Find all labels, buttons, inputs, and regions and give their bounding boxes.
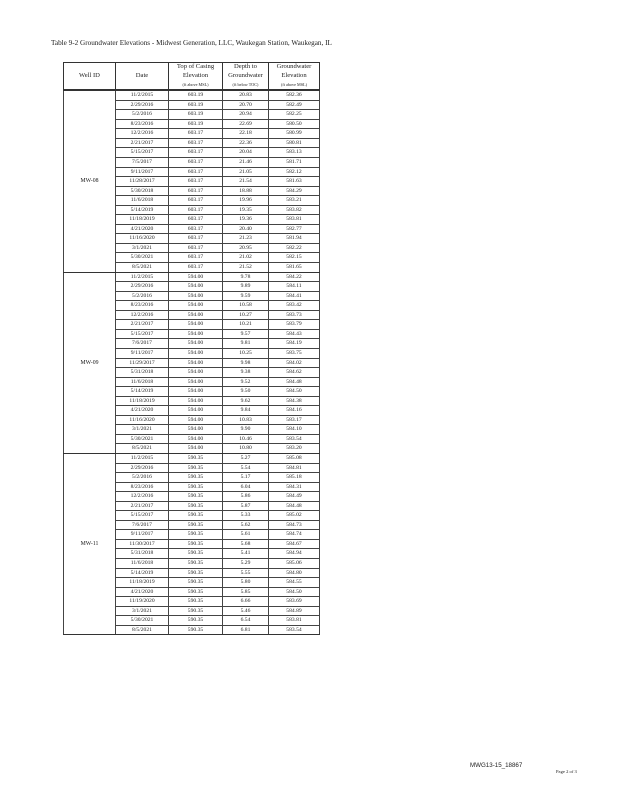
date-cell: 12/2/2016 xyxy=(116,129,169,139)
groundwater-elevation-cell: 584.48 xyxy=(269,501,320,511)
date-cell: 8/5/2021 xyxy=(116,263,169,273)
groundwater-elevation-cell: 584.62 xyxy=(269,368,320,378)
casing-elevation-cell: 594.00 xyxy=(169,301,223,311)
casing-elevation-cell: 603.17 xyxy=(169,224,223,234)
date-cell: 3/1/2021 xyxy=(116,425,169,435)
date-cell: 2/29/2016 xyxy=(116,100,169,110)
groundwater-elevation-cell: 584.31 xyxy=(269,482,320,492)
casing-elevation-cell: 603.17 xyxy=(169,148,223,158)
casing-elevation-cell: 594.00 xyxy=(169,415,223,425)
casing-elevation-cell: 590.35 xyxy=(169,492,223,502)
casing-elevation-cell: 590.35 xyxy=(169,606,223,616)
casing-elevation-cell: 594.00 xyxy=(169,282,223,292)
depth-cell: 20.94 xyxy=(223,110,269,120)
casing-elevation-cell: 594.00 xyxy=(169,358,223,368)
table-row xyxy=(64,453,320,463)
table-title: Table 9-2 Groundwater Elevations - Midwest Generation, LLC, Waukegan Station, Waukegan, IL xyxy=(51,39,332,47)
groundwater-elevation-cell: 583.73 xyxy=(269,310,320,320)
date-cell: 2/21/2017 xyxy=(116,501,169,511)
groundwater-elevation-cell: 584.43 xyxy=(269,329,320,339)
casing-elevation-cell: 594.00 xyxy=(169,406,223,416)
date-cell: 2/21/2017 xyxy=(116,138,169,148)
date-cell: 12/2/2016 xyxy=(116,310,169,320)
groundwater-elevation-cell: 581.94 xyxy=(269,234,320,244)
depth-cell: 5.41 xyxy=(223,549,269,559)
casing-elevation-cell: 590.35 xyxy=(169,511,223,521)
well-id-cell: MW-08 xyxy=(64,90,116,272)
groundwater-elevation-cell: 583.17 xyxy=(269,415,320,425)
casing-elevation-cell: 590.35 xyxy=(169,587,223,597)
depth-cell: 5.55 xyxy=(223,568,269,578)
depth-cell: 5.80 xyxy=(223,578,269,588)
table-body xyxy=(64,90,320,635)
casing-elevation-cell: 590.35 xyxy=(169,568,223,578)
depth-cell: 9.52 xyxy=(223,377,269,387)
depth-cell: 10.27 xyxy=(223,310,269,320)
depth-cell: 9.57 xyxy=(223,329,269,339)
date-cell: 8/5/2021 xyxy=(116,625,169,635)
groundwater-elevation-cell: 585.02 xyxy=(269,511,320,521)
casing-elevation-cell: 603.17 xyxy=(169,196,223,206)
groundwater-elevation-cell: 582.12 xyxy=(269,167,320,177)
groundwater-elevation-cell: 585.06 xyxy=(269,558,320,568)
groundwater-elevation-cell: 584.11 xyxy=(269,282,320,292)
casing-elevation-cell: 594.00 xyxy=(169,348,223,358)
groundwater-elevation-cell: 584.94 xyxy=(269,549,320,559)
depth-cell: 9.90 xyxy=(223,425,269,435)
groundwater-elevation-cell: 584.49 xyxy=(269,492,320,502)
depth-cell: 20.40 xyxy=(223,224,269,234)
header-casing-line2: Elevation xyxy=(169,72,223,81)
date-cell: 11/28/2017 xyxy=(116,177,169,187)
depth-cell: 19.35 xyxy=(223,205,269,215)
casing-elevation-cell: 594.00 xyxy=(169,377,223,387)
depth-cell: 21.46 xyxy=(223,158,269,168)
casing-elevation-cell: 590.35 xyxy=(169,549,223,559)
date-cell: 5/14/2019 xyxy=(116,205,169,215)
header-elevation-line2: Elevation xyxy=(269,72,320,81)
groundwater-elevation-cell: 582.15 xyxy=(269,253,320,263)
casing-elevation-cell: 603.17 xyxy=(169,215,223,225)
casing-elevation-cell: 603.17 xyxy=(169,234,223,244)
header-casing: Top of Casing xyxy=(169,63,223,72)
groundwater-elevation-cell: 583.54 xyxy=(269,434,320,444)
depth-cell: 9.50 xyxy=(223,387,269,397)
groundwater-elevation-cell: 583.42 xyxy=(269,301,320,311)
casing-elevation-cell: 594.00 xyxy=(169,434,223,444)
groundwater-elevation-cell: 580.99 xyxy=(269,129,320,139)
depth-cell: 21.23 xyxy=(223,234,269,244)
date-cell: 2/21/2017 xyxy=(116,320,169,330)
casing-elevation-cell: 590.35 xyxy=(169,453,223,463)
depth-cell: 6.04 xyxy=(223,482,269,492)
depth-cell: 10.58 xyxy=(223,301,269,311)
date-cell: 5/2/2016 xyxy=(116,473,169,483)
groundwater-elevation-cell: 584.22 xyxy=(269,272,320,282)
depth-cell: 9.89 xyxy=(223,282,269,292)
casing-elevation-cell: 603.19 xyxy=(169,119,223,129)
date-cell: 8/23/2016 xyxy=(116,301,169,311)
date-cell: 11/30/2017 xyxy=(116,539,169,549)
depth-cell: 10.25 xyxy=(223,348,269,358)
casing-elevation-cell: 603.17 xyxy=(169,158,223,168)
header-date: Date xyxy=(116,63,169,91)
date-cell: 11/16/2020 xyxy=(116,234,169,244)
depth-cell: 5.46 xyxy=(223,606,269,616)
depth-cell: 5.86 xyxy=(223,492,269,502)
date-cell: 11/2/2015 xyxy=(116,453,169,463)
date-cell: 5/30/2021 xyxy=(116,253,169,263)
date-cell: 9/11/2017 xyxy=(116,530,169,540)
groundwater-elevation-cell: 583.54 xyxy=(269,625,320,635)
depth-cell: 19.96 xyxy=(223,196,269,206)
depth-cell: 20.70 xyxy=(223,100,269,110)
depth-cell: 5.17 xyxy=(223,473,269,483)
date-cell: 11/19/2020 xyxy=(116,597,169,607)
date-cell: 9/11/2017 xyxy=(116,167,169,177)
date-cell: 8/23/2016 xyxy=(116,119,169,129)
casing-elevation-cell: 590.35 xyxy=(169,463,223,473)
date-cell: 4/21/2020 xyxy=(116,224,169,234)
depth-cell: 22.69 xyxy=(223,119,269,129)
date-cell: 5/31/2018 xyxy=(116,549,169,559)
depth-cell: 5.33 xyxy=(223,511,269,521)
casing-elevation-cell: 603.17 xyxy=(169,177,223,187)
date-cell: 11/16/2020 xyxy=(116,415,169,425)
groundwater-elevation-cell: 584.67 xyxy=(269,539,320,549)
depth-cell: 20.83 xyxy=(223,90,269,100)
date-cell: 8/5/2021 xyxy=(116,444,169,454)
date-cell: 11/6/2018 xyxy=(116,377,169,387)
depth-cell: 10.21 xyxy=(223,320,269,330)
groundwater-elevation-cell: 584.29 xyxy=(269,186,320,196)
depth-cell: 20.04 xyxy=(223,148,269,158)
depth-cell: 5.29 xyxy=(223,558,269,568)
depth-cell: 9.78 xyxy=(223,272,269,282)
groundwater-elevation-cell: 584.80 xyxy=(269,568,320,578)
date-cell: 2/29/2016 xyxy=(116,463,169,473)
depth-cell: 9.62 xyxy=(223,396,269,406)
groundwater-elevation-cell: 580.50 xyxy=(269,119,320,129)
date-cell: 4/21/2020 xyxy=(116,406,169,416)
date-cell: 11/18/2019 xyxy=(116,396,169,406)
date-cell: 11/6/2018 xyxy=(116,196,169,206)
depth-cell: 6.66 xyxy=(223,597,269,607)
depth-cell: 5.61 xyxy=(223,530,269,540)
date-cell: 11/6/2018 xyxy=(116,558,169,568)
header-depth: Depth to xyxy=(223,63,269,72)
well-id-cell: MW-09 xyxy=(64,272,116,453)
header-well-id: Well ID xyxy=(64,63,116,91)
casing-elevation-cell: 590.35 xyxy=(169,473,223,483)
groundwater-elevation-cell: 583.81 xyxy=(269,616,320,626)
casing-elevation-cell: 590.35 xyxy=(169,520,223,530)
depth-cell: 5.68 xyxy=(223,539,269,549)
groundwater-elevation-cell: 583.69 xyxy=(269,597,320,607)
date-cell: 11/18/2019 xyxy=(116,578,169,588)
groundwater-elevation-cell: 583.75 xyxy=(269,348,320,358)
date-cell: 11/18/2019 xyxy=(116,215,169,225)
depth-cell: 20.95 xyxy=(223,243,269,253)
groundwater-table xyxy=(63,62,320,635)
date-cell: 5/2/2016 xyxy=(116,110,169,120)
groundwater-elevation-cell: 582.22 xyxy=(269,243,320,253)
date-cell: 11/2/2015 xyxy=(116,90,169,100)
groundwater-elevation-cell: 584.55 xyxy=(269,578,320,588)
date-cell: 5/30/2018 xyxy=(116,186,169,196)
casing-elevation-cell: 590.35 xyxy=(169,501,223,511)
groundwater-elevation-cell: 584.89 xyxy=(269,606,320,616)
depth-cell: 22.18 xyxy=(223,129,269,139)
casing-elevation-cell: 590.35 xyxy=(169,530,223,540)
date-cell: 11/29/2017 xyxy=(116,358,169,368)
depth-cell: 10.80 xyxy=(223,444,269,454)
date-cell: 5/30/2021 xyxy=(116,616,169,626)
depth-cell: 10.46 xyxy=(223,434,269,444)
groundwater-elevation-cell: 583.81 xyxy=(269,215,320,225)
groundwater-elevation-cell: 583.13 xyxy=(269,148,320,158)
table-row xyxy=(64,90,320,100)
groundwater-elevation-cell: 584.50 xyxy=(269,587,320,597)
depth-cell: 18.88 xyxy=(223,186,269,196)
casing-elevation-cell: 590.35 xyxy=(169,482,223,492)
depth-cell: 6.81 xyxy=(223,625,269,635)
casing-elevation-cell: 590.35 xyxy=(169,597,223,607)
groundwater-elevation-cell: 584.48 xyxy=(269,377,320,387)
date-cell: 2/29/2016 xyxy=(116,282,169,292)
groundwater-elevation-cell: 582.36 xyxy=(269,90,320,100)
date-cell: 9/11/2017 xyxy=(116,348,169,358)
casing-elevation-cell: 590.35 xyxy=(169,558,223,568)
groundwater-elevation-cell: 584.02 xyxy=(269,358,320,368)
depth-cell: 9.38 xyxy=(223,368,269,378)
date-cell: 5/14/2019 xyxy=(116,387,169,397)
date-cell: 5/14/2019 xyxy=(116,568,169,578)
groundwater-elevation-cell: 584.81 xyxy=(269,463,320,473)
groundwater-elevation-cell: 582.49 xyxy=(269,100,320,110)
groundwater-elevation-cell: 584.50 xyxy=(269,387,320,397)
date-cell: 7/6/2017 xyxy=(116,339,169,349)
casing-elevation-cell: 603.19 xyxy=(169,100,223,110)
depth-cell: 9.59 xyxy=(223,291,269,301)
casing-elevation-cell: 590.35 xyxy=(169,625,223,635)
groundwater-elevation-cell: 585.08 xyxy=(269,453,320,463)
casing-elevation-cell: 590.35 xyxy=(169,578,223,588)
page-number: Page 2 of 3 xyxy=(556,769,577,774)
groundwater-elevation-cell: 583.82 xyxy=(269,205,320,215)
casing-elevation-cell: 594.00 xyxy=(169,425,223,435)
date-cell: 5/15/2017 xyxy=(116,329,169,339)
well-id-cell: MW-11 xyxy=(64,453,116,634)
date-cell: 8/23/2016 xyxy=(116,482,169,492)
date-cell: 5/2/2016 xyxy=(116,291,169,301)
depth-cell: 5.87 xyxy=(223,501,269,511)
depth-cell: 5.27 xyxy=(223,453,269,463)
casing-elevation-cell: 594.00 xyxy=(169,387,223,397)
groundwater-elevation-cell: 582.77 xyxy=(269,224,320,234)
depth-cell: 21.05 xyxy=(223,167,269,177)
casing-elevation-cell: 594.00 xyxy=(169,329,223,339)
depth-cell: 5.85 xyxy=(223,587,269,597)
casing-elevation-cell: 603.17 xyxy=(169,167,223,177)
casing-elevation-cell: 603.17 xyxy=(169,138,223,148)
date-cell: 5/30/2021 xyxy=(116,434,169,444)
header-elevation: Groundwater xyxy=(269,63,320,72)
date-cell: 11/2/2015 xyxy=(116,272,169,282)
groundwater-elevation-cell: 581.65 xyxy=(269,263,320,273)
depth-cell: 22.36 xyxy=(223,138,269,148)
depth-cell: 9.98 xyxy=(223,358,269,368)
date-cell: 4/21/2020 xyxy=(116,587,169,597)
casing-elevation-cell: 594.00 xyxy=(169,444,223,454)
casing-elevation-cell: 594.00 xyxy=(169,272,223,282)
groundwater-elevation-cell: 584.10 xyxy=(269,425,320,435)
date-cell: 5/31/2018 xyxy=(116,368,169,378)
groundwater-elevation-cell: 584.41 xyxy=(269,291,320,301)
date-cell: 3/1/2021 xyxy=(116,243,169,253)
header-casing-unit: (ft above MSL) xyxy=(169,80,223,90)
depth-cell: 9.81 xyxy=(223,339,269,349)
casing-elevation-cell: 594.00 xyxy=(169,368,223,378)
depth-cell: 21.52 xyxy=(223,263,269,273)
casing-elevation-cell: 603.17 xyxy=(169,205,223,215)
depth-cell: 21.02 xyxy=(223,253,269,263)
casing-elevation-cell: 590.35 xyxy=(169,616,223,626)
groundwater-elevation-cell: 583.21 xyxy=(269,196,320,206)
groundwater-elevation-cell: 584.16 xyxy=(269,406,320,416)
date-cell: 5/15/2017 xyxy=(116,511,169,521)
header-elevation-unit: (ft above MSL) xyxy=(269,80,320,90)
casing-elevation-cell: 594.00 xyxy=(169,396,223,406)
casing-elevation-cell: 603.19 xyxy=(169,90,223,100)
document-code: MWG13-15_18867 xyxy=(470,762,523,769)
groundwater-elevation-cell: 582.25 xyxy=(269,110,320,120)
casing-elevation-cell: 603.19 xyxy=(169,110,223,120)
groundwater-elevation-cell: 584.73 xyxy=(269,520,320,530)
groundwater-elevation-cell: 584.74 xyxy=(269,530,320,540)
header-depth-line2: Groundwater xyxy=(223,72,269,81)
groundwater-elevation-cell: 583.20 xyxy=(269,444,320,454)
casing-elevation-cell: 594.00 xyxy=(169,320,223,330)
casing-elevation-cell: 590.35 xyxy=(169,539,223,549)
casing-elevation-cell: 603.17 xyxy=(169,243,223,253)
casing-elevation-cell: 594.00 xyxy=(169,339,223,349)
date-cell: 12/2/2016 xyxy=(116,492,169,502)
depth-cell: 21.54 xyxy=(223,177,269,187)
date-cell: 7/5/2017 xyxy=(116,158,169,168)
depth-cell: 5.62 xyxy=(223,520,269,530)
casing-elevation-cell: 603.17 xyxy=(169,186,223,196)
casing-elevation-cell: 594.00 xyxy=(169,291,223,301)
depth-cell: 6.54 xyxy=(223,616,269,626)
casing-elevation-cell: 603.17 xyxy=(169,263,223,273)
depth-cell: 5.54 xyxy=(223,463,269,473)
depth-cell: 19.36 xyxy=(223,215,269,225)
groundwater-elevation-cell: 583.79 xyxy=(269,320,320,330)
date-cell: 5/15/2017 xyxy=(116,148,169,158)
groundwater-elevation-cell: 580.81 xyxy=(269,138,320,148)
table-row xyxy=(64,272,320,282)
groundwater-elevation-cell: 585.18 xyxy=(269,473,320,483)
groundwater-elevation-cell: 584.38 xyxy=(269,396,320,406)
date-cell: 3/1/2021 xyxy=(116,606,169,616)
casing-elevation-cell: 603.17 xyxy=(169,129,223,139)
groundwater-elevation-cell: 581.63 xyxy=(269,177,320,187)
groundwater-elevation-cell: 584.19 xyxy=(269,339,320,349)
casing-elevation-cell: 603.17 xyxy=(169,253,223,263)
depth-cell: 9.84 xyxy=(223,406,269,416)
casing-elevation-cell: 594.00 xyxy=(169,310,223,320)
depth-cell: 10.83 xyxy=(223,415,269,425)
header-depth-unit: (ft below TOC) xyxy=(223,80,269,90)
date-cell: 7/6/2017 xyxy=(116,520,169,530)
groundwater-elevation-cell: 581.71 xyxy=(269,158,320,168)
